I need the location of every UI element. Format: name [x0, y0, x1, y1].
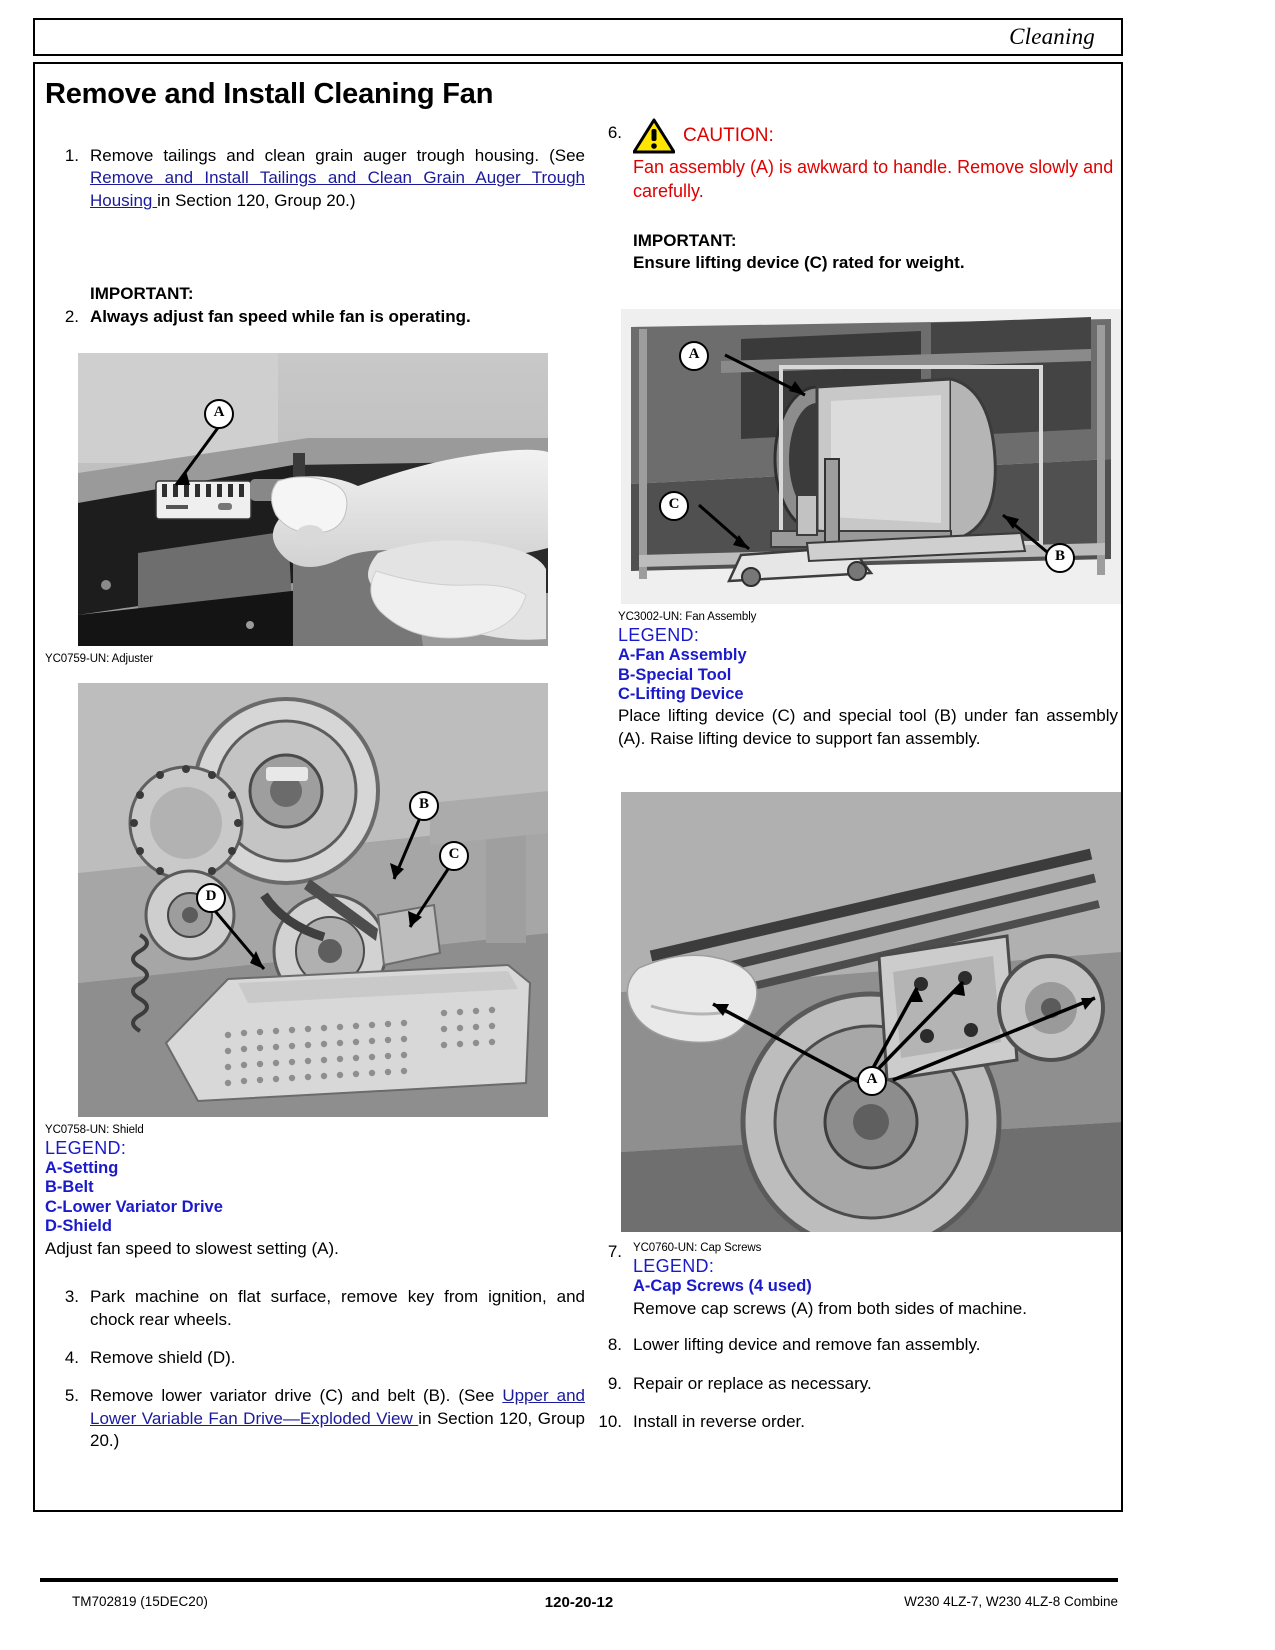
step-10-number: 10.: [598, 1412, 622, 1432]
cap-screws-photo-illustration: [621, 792, 1121, 1232]
figure-shield-note: Adjust fan speed to slowest setting (A).: [45, 1238, 339, 1258]
warning-triangle-icon: [633, 118, 675, 154]
step-5: [45, 1385, 585, 1452]
important-block-left: [45, 284, 585, 304]
figure-fan-assembly-legend-title: LEGEND:: [618, 625, 700, 646]
step-2: [45, 306, 585, 328]
step-2-number: 2.: [64, 307, 79, 327]
figure-shield-legend-title: LEGEND:: [45, 1137, 127, 1158]
important-message-right: Ensure lifting device (C) rated for weight.: [633, 253, 965, 273]
page-header: [33, 18, 1123, 56]
figure-shield-caption: YC0758-UN: Shield: [45, 1123, 144, 1136]
step-5-number: 5.: [64, 1386, 79, 1406]
step-1-lead: Remove tailings and clean grain auger trough housing. (See: [90, 146, 585, 165]
step-7-number: 7.: [607, 1242, 622, 1262]
legend-item: A-Fan Assembly: [618, 646, 747, 665]
step-1: [45, 145, 585, 212]
figure-adjuster: [45, 353, 585, 665]
figure-fan-assembly-note: Place lifting device (C) and special tool (B) under fan assembly (A). Raise lifting device to support fan assembly.: [618, 706, 1118, 748]
step-1-trail: in Section 120, Group 20.): [157, 190, 356, 210]
step-3-number: 3.: [64, 1287, 79, 1307]
figure-adjuster-caption: YC0759-UN: Adjuster: [45, 652, 154, 665]
step-4: [45, 1347, 585, 1369]
caution-message: Fan assembly (A) is awkward to handle. Remove slowly and carefully.: [633, 157, 1114, 201]
callout-c: C: [659, 491, 689, 521]
step-9-number: 9.: [607, 1373, 622, 1393]
footer-divider: [40, 1578, 1118, 1582]
figure-fan-assembly-legend-list: [618, 646, 1128, 704]
legend-item: A-Setting: [45, 1158, 119, 1177]
step-1-text: [90, 145, 585, 212]
step-10-text: Install in reverse order.: [633, 1412, 805, 1432]
step-2-text: Always adjust fan speed while fan is operating.: [90, 307, 471, 327]
important-label-right: IMPORTANT:: [633, 230, 737, 250]
legend-item: C-Lower Variator Drive: [45, 1197, 223, 1216]
figure-shield-image: [78, 683, 548, 1117]
step-5-crossref-link[interactable]: Upper and Lower Variable Fan Drive—Exploded View: [90, 1386, 585, 1428]
shield-photo-illustration: [78, 683, 548, 1117]
legend-item: B-Belt: [45, 1178, 94, 1197]
right-column: [588, 78, 1128, 1450]
step-5-lead: Remove lower variator drive (C) and belt (B). (See: [90, 1386, 503, 1406]
legend-item: C-Lifting Device: [618, 684, 744, 703]
step-6-number: 6.: [607, 123, 622, 142]
figure-fan-assembly-caption: YC3002-UN: Fan Assembly: [618, 611, 757, 624]
step-4-text: Remove shield (D).: [90, 1347, 236, 1367]
step-8-number: 8.: [607, 1335, 622, 1355]
figure-shield-legend-list: [45, 1159, 585, 1237]
figure-shield: [45, 683, 585, 1260]
step-3-text: Park machine on flat surface, remove key from ignition, and chock rear wheels.: [90, 1287, 585, 1329]
step-7: [588, 1242, 1128, 1320]
figure-cap-screws-legend-title: LEGEND:: [633, 1256, 715, 1277]
running-title: Cleaning: [1009, 24, 1095, 49]
callout-b: B: [1045, 543, 1075, 573]
step-5-trail: in Section 120, Group 20.): [90, 1408, 585, 1451]
figure-adjuster-image: [78, 353, 548, 646]
figure-cap-screws-note: Remove cap screws (A) from both sides of machine.: [633, 1298, 1027, 1318]
legend-item: D-Shield: [45, 1217, 112, 1236]
figure-fan-assembly-image: [621, 309, 1121, 604]
step-1-number: 1.: [64, 146, 79, 165]
callout-a: A: [204, 399, 234, 429]
callout-d: D: [196, 883, 226, 913]
callout-a: A: [679, 341, 709, 371]
caution-header: [633, 118, 1128, 154]
step-10: [588, 1411, 1128, 1433]
step-3: [45, 1286, 585, 1331]
footer-page-number: 120-20-12: [544, 1594, 614, 1611]
step-8-text: Lower lifting device and remove fan assembly.: [633, 1335, 981, 1355]
footer-model: W230 4LZ-7, W230 4LZ-8 Combine: [904, 1594, 1118, 1609]
callout-a: A: [857, 1066, 887, 1096]
callout-c: C: [439, 841, 469, 871]
left-column: [45, 78, 585, 1469]
footer-manual-id: TM702819 (15DEC20): [72, 1594, 208, 1609]
figure-cap-screws-caption: YC0760-UN: Cap Screws: [633, 1242, 762, 1255]
page-footer: [40, 1594, 1118, 1616]
figure-fan-assembly: [618, 309, 1128, 750]
figure-cap-screws: [621, 792, 1128, 1232]
page-title: Remove and Install Cleaning Fan: [45, 78, 494, 110]
step-9-text: Repair or replace as necessary.: [633, 1373, 872, 1393]
step-6: [588, 118, 1128, 275]
step-4-number: 4.: [64, 1347, 79, 1367]
caution-label: CAUTION:: [683, 125, 774, 147]
step-5-text: [90, 1385, 585, 1452]
figure-cap-screws-image: [621, 792, 1121, 1232]
step-9: [588, 1373, 1128, 1395]
legend-item: A-Cap Screws (4 used): [633, 1277, 812, 1296]
step-1-crossref-link[interactable]: Remove and Install Tailings and Clean Grain Auger Trough Housing: [90, 168, 585, 210]
legend-item: B-Special Tool: [618, 665, 732, 684]
step-8: [588, 1334, 1128, 1356]
adjuster-photo-illustration: [78, 353, 548, 646]
callout-b: B: [409, 791, 439, 821]
important-label-left: IMPORTANT:: [90, 284, 194, 304]
